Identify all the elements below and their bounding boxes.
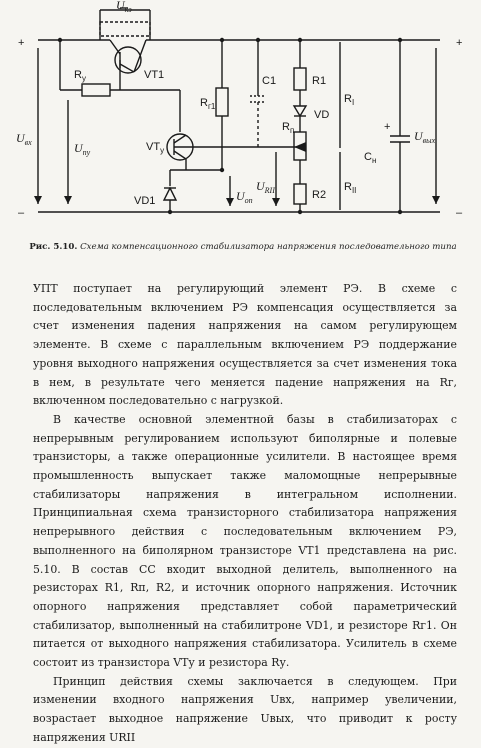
caption-number: Рис. 5.10. <box>29 242 78 252</box>
label-r1: R1 <box>312 75 327 87</box>
label-uke: $U_{кэ}$ <box>116 0 132 14</box>
circuit-figure <box>0 0 481 240</box>
figure-caption <box>28 242 458 253</box>
paragraph: УПТ поступает на регулирующий элемент РЭ. В схеме с последовательным включением РЭ компенсация осуществляется за счет изменения падения напряжения на самом регулирующем элементе. В схеме с параллельным включением РЭ поддержание уровня выходного напряжения осуществляется за счет изменения тока в нем, в результате чего меняется падение напряжения на Rг, включенном последовательно с нагрузкой. <box>33 282 457 408</box>
minus-sign-left: – <box>18 207 25 219</box>
label-upy: $U_{пу}$ <box>74 141 91 157</box>
label-rii: $R_{II}$ <box>344 181 357 195</box>
minus-sign-right: – <box>456 207 463 219</box>
paragraph: В качестве основной элементной базы в стабилизаторах с непрерывным регулированием используют биполярные и полевые транзисторы, а также операционные усилители. В настоящее время промышленность выпускает также маломощные непрерывные стабилизаторы напряжения в интегральном исполнении. Принципиальная схема транзисторного стабилизатора напряжения непрерывного действия с последовательным включением РЭ, выполненного на биполярном транзисторе VT1 представлена на рис. 5.10. В состав СС входит выходной делитель, выполненного на резисторах R1, Rп, R2, и источник опорного напряжения. Источник опорного напряжения представляет собой параметрический стабилизатор, выполненный на стабилитроне VD1, и резисторе Rг1. Он питается от выходного напряжения стабилизатора. Усилитель в схеме состоит из транзистора VTу и резистора Rу. <box>33 412 457 670</box>
label-rp: $R_п$ <box>282 121 295 135</box>
label-urii: $U_{RII}$ <box>256 179 275 195</box>
label-vd: VD <box>314 109 330 121</box>
paragraph: Принцип действия схемы заключается в следующем. При изменении входного напряжения Uвх, например увеличении, возрастает выходное напряжение Uвых, что приводит к росту напряжения URII <box>33 674 457 744</box>
label-cn: $C_н$ <box>364 151 377 165</box>
label-vty: $VT_у$ <box>146 141 165 155</box>
circuit-diagram <box>0 0 481 240</box>
label-uvyx: $U_{вых}$ <box>414 129 436 145</box>
body-text <box>33 280 457 748</box>
plus-sign-left: + <box>18 37 25 49</box>
caption-text: Схема компенсационного стабилизатора напряжения последовательного типа <box>80 242 457 252</box>
label-c1: C1 <box>262 75 277 87</box>
plus-sign-cn: + <box>384 121 391 133</box>
label-ry: $R_y$ <box>74 69 86 83</box>
label-uop: $U_{оп}$ <box>236 189 253 205</box>
plus-sign-right: + <box>456 37 463 49</box>
label-vd1: VD1 <box>134 195 156 207</box>
label-rg1: $R_{г1}$ <box>200 97 216 111</box>
label-r2: R2 <box>312 189 327 201</box>
label-uvx: $U_{вх}$ <box>16 131 32 147</box>
label-vt1: VT1 <box>144 69 165 81</box>
label-ri: $R_I$ <box>344 93 355 107</box>
